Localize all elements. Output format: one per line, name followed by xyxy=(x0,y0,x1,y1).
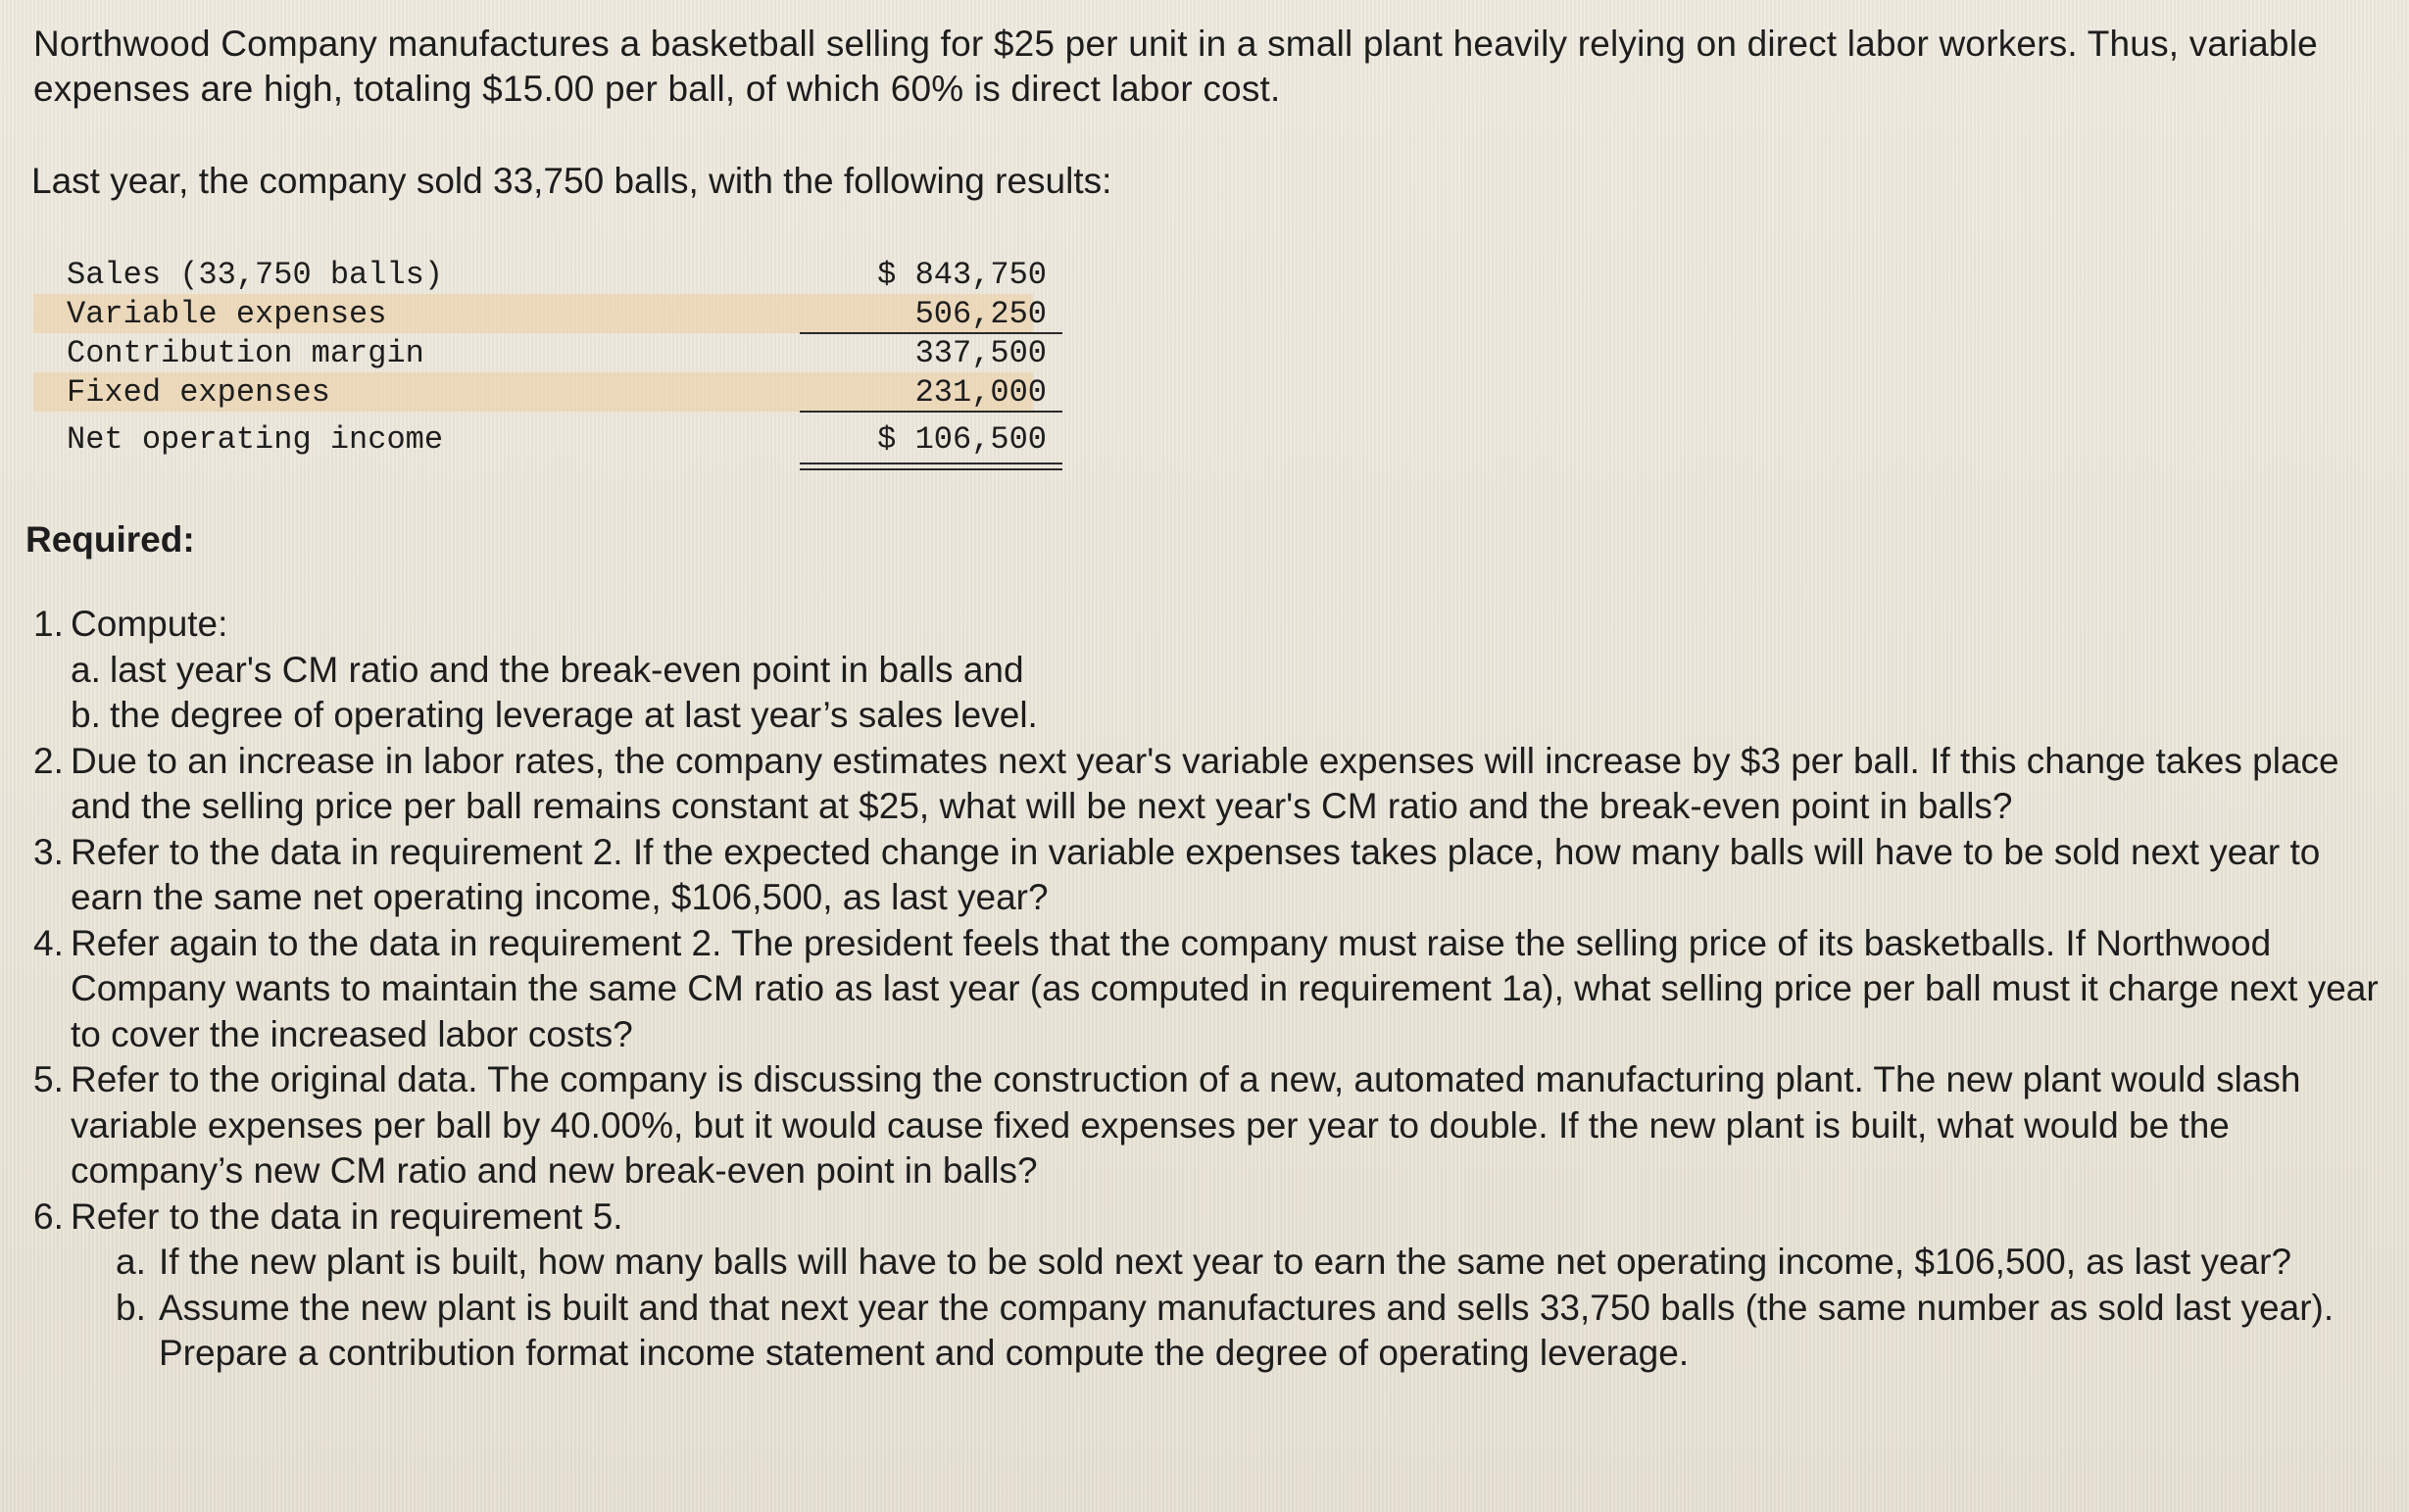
row-value: $ 843,750 xyxy=(877,257,1047,293)
statement-row-variable-expenses xyxy=(33,294,1047,333)
income-statement xyxy=(33,255,1047,459)
requirement-number: 3. xyxy=(33,831,64,872)
double-rule-bottom xyxy=(800,468,1062,470)
subtotal-rule xyxy=(800,332,1062,334)
statement-row-sales xyxy=(33,255,1047,294)
requirement-5 xyxy=(20,1057,2391,1195)
requirement-1a xyxy=(71,648,2391,694)
row-label: Sales (33,750 balls) xyxy=(67,257,444,293)
row-value: $ 106,500 xyxy=(877,421,1047,458)
requirement-text: Refer to the data in requirement 5. xyxy=(71,1195,623,1237)
row-value: 231,000 xyxy=(914,374,1047,411)
sub-text: Assume the new plant is built and that next year the company manufactures and sells 33,750 balls (the same number as sold last year). Prepare a contribution format income statement and compute the degree of operating leverage. xyxy=(159,1287,2335,1373)
requirement-text: Refer to the data in requirement 2. If the expected change in variable expenses takes place, how many balls will have to be sold next year to earn the same net operating income, $106,500, as last year? xyxy=(71,831,2321,917)
row-label: Contribution margin xyxy=(67,335,424,371)
requirement-number: 1. xyxy=(33,604,64,644)
double-rule-top xyxy=(800,463,1062,464)
requirement-text: Refer again to the data in requirement 2. The president feels that the company must raise the selling price of its basketballs. If Northwood Company wants to maintain the same CM ratio as last year (as computed in requirement 1a), what selling price per ball must it charge next year to cover the increased labor costs? xyxy=(71,922,2379,1054)
sub-text: the degree of operating leverage at last year’s sales level. xyxy=(110,695,1038,735)
requirement-number: 2. xyxy=(33,740,64,781)
requirement-text: Compute: xyxy=(71,604,228,644)
requirement-text: Due to an increase in labor rates, the company estimates next year's variable expenses will increase by $3 per ball. If this change takes place and the selling price per ball remains constant at $25, what will be next year's CM ratio and the break-even point in balls? xyxy=(71,740,2339,826)
requirements-list xyxy=(20,602,2391,1377)
sub-number: b. xyxy=(71,695,101,735)
required-heading: Required: xyxy=(25,519,195,560)
statement-row-fixed-expenses xyxy=(33,372,1047,412)
row-label: Net operating income xyxy=(67,421,444,458)
row-label: Fixed expenses xyxy=(67,374,330,411)
sub-number: a. xyxy=(71,649,101,690)
statement-row-contribution-margin xyxy=(33,333,1047,372)
requirement-1-subs xyxy=(71,648,2391,739)
requirement-number: 4. xyxy=(33,922,64,963)
row-value: 506,250 xyxy=(914,296,1047,332)
requirement-text: Refer to the original data. The company is discussing the construction of a new, automated manufacturing plant. The new plant would slash variable expenses per ball by 40.00%, but it would cause fixed expenses per year to double. If the new plant is built, what would be the company’s new CM ratio and new break-even point in balls? xyxy=(71,1059,2301,1191)
requirement-1 xyxy=(20,602,2391,739)
requirement-6-subs xyxy=(71,1240,2391,1377)
subtotal-rule xyxy=(800,411,1062,413)
problem-intro: Northwood Company manufactures a basketball selling for $25 per unit in a small plant heavily relying on direct labor workers. Thus, variable expenses are high, totaling $15.00 per ball, of which 60% is direct labor cost. xyxy=(33,24,2318,109)
statement-row-net-operating-income xyxy=(33,419,1047,459)
requirement-number: 5. xyxy=(33,1059,64,1099)
row-label: Variable expenses xyxy=(67,296,387,332)
requirement-2 xyxy=(20,739,2391,830)
sub-text: If the new plant is built, how many balls will have to be sold next year to earn the same net operating income, $106,500, as last year? xyxy=(159,1242,2292,1282)
sub-text: last year's CM ratio and the break-even point in balls and xyxy=(110,649,1024,690)
requirement-3 xyxy=(20,830,2391,921)
sub-number: b. xyxy=(116,1287,146,1328)
requirement-4 xyxy=(20,921,2391,1058)
requirement-6 xyxy=(20,1195,2391,1377)
requirement-1b xyxy=(71,693,2391,739)
sub-number: a. xyxy=(116,1242,146,1282)
requirement-number: 6. xyxy=(33,1195,64,1237)
requirement-6a xyxy=(71,1240,2391,1286)
requirement-6b xyxy=(71,1286,2391,1377)
row-value: 337,500 xyxy=(914,335,1047,371)
results-lead: Last year, the company sold 33,750 balls, with the following results: xyxy=(31,161,1112,201)
